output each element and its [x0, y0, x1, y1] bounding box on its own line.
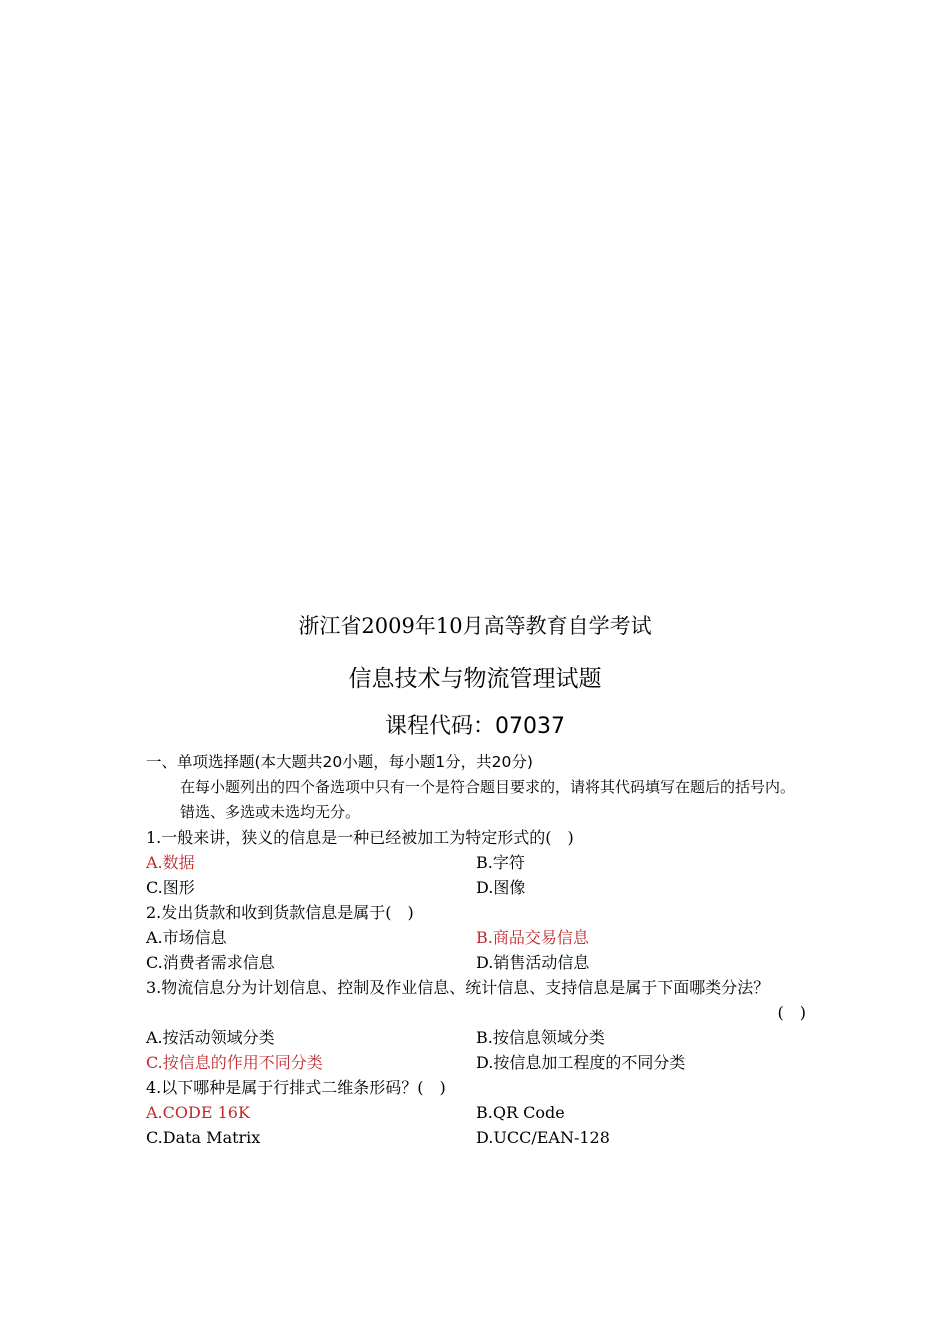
question-block	[146, 975, 806, 1075]
question-block	[146, 825, 806, 900]
option-a: A.按活动领域分类	[146, 1028, 275, 1047]
question-block	[146, 900, 806, 975]
option-row	[146, 1100, 806, 1125]
option-d: D.按信息加工程度的不同分类	[476, 1053, 686, 1072]
option-row	[146, 925, 806, 950]
option-row	[146, 1050, 806, 1075]
question-block	[146, 1075, 806, 1150]
option-c: C.消费者需求信息	[146, 953, 275, 972]
option-d: D.UCC/EAN-128	[476, 1128, 610, 1147]
option-a: A.CODE 16K	[146, 1103, 250, 1122]
question-stem: 2.发出货款和收到货款信息是属于( )	[146, 903, 414, 922]
course-code: 课程代码：07037	[385, 714, 565, 739]
option-c: C.图形	[146, 878, 195, 897]
answer-bracket: ( )	[777, 1003, 806, 1022]
option-c: C.按信息的作用不同分类	[146, 1053, 323, 1072]
option-d: D.图像	[476, 878, 526, 897]
section-heading: 一、单项选择题(本大题共20小题，每小题1分，共20分)	[146, 753, 533, 771]
option-row	[146, 1125, 806, 1150]
option-row	[146, 1025, 806, 1050]
option-a: A.数据	[146, 853, 195, 872]
option-a: A.市场信息	[146, 928, 227, 947]
option-b: B.QR Code	[476, 1103, 565, 1122]
option-c: C.Data Matrix	[146, 1128, 261, 1147]
option-b: B.按信息领域分类	[476, 1028, 605, 1047]
option-b: B.商品交易信息	[476, 928, 589, 947]
question-stem: 1.一般来讲，狭义的信息是一种已经被加工为特定形式的( )	[146, 828, 574, 847]
option-row	[146, 875, 806, 900]
question-stem: 3.物流信息分为计划信息、控制及作业信息、统计信息、支持信息是属于下面哪类分法？	[146, 978, 770, 997]
subject-title: 信息技术与物流管理试题	[348, 666, 602, 692]
option-d: D.销售活动信息	[476, 953, 590, 972]
option-b: B.字符	[476, 853, 525, 872]
exam-title: 浙江省2009年10月高等教育自学考试	[298, 614, 652, 638]
option-row	[146, 950, 806, 975]
exam-content	[146, 750, 806, 1150]
option-row	[146, 850, 806, 875]
section-instructions: 在每小题列出的四个备选项中只有一个是符合题目要求的，请将其代码填写在题后的括号内。错选、多选或未选均无分。	[180, 778, 796, 821]
question-stem: 4.以下哪种是属于行排式二维条形码？( )	[146, 1078, 446, 1097]
